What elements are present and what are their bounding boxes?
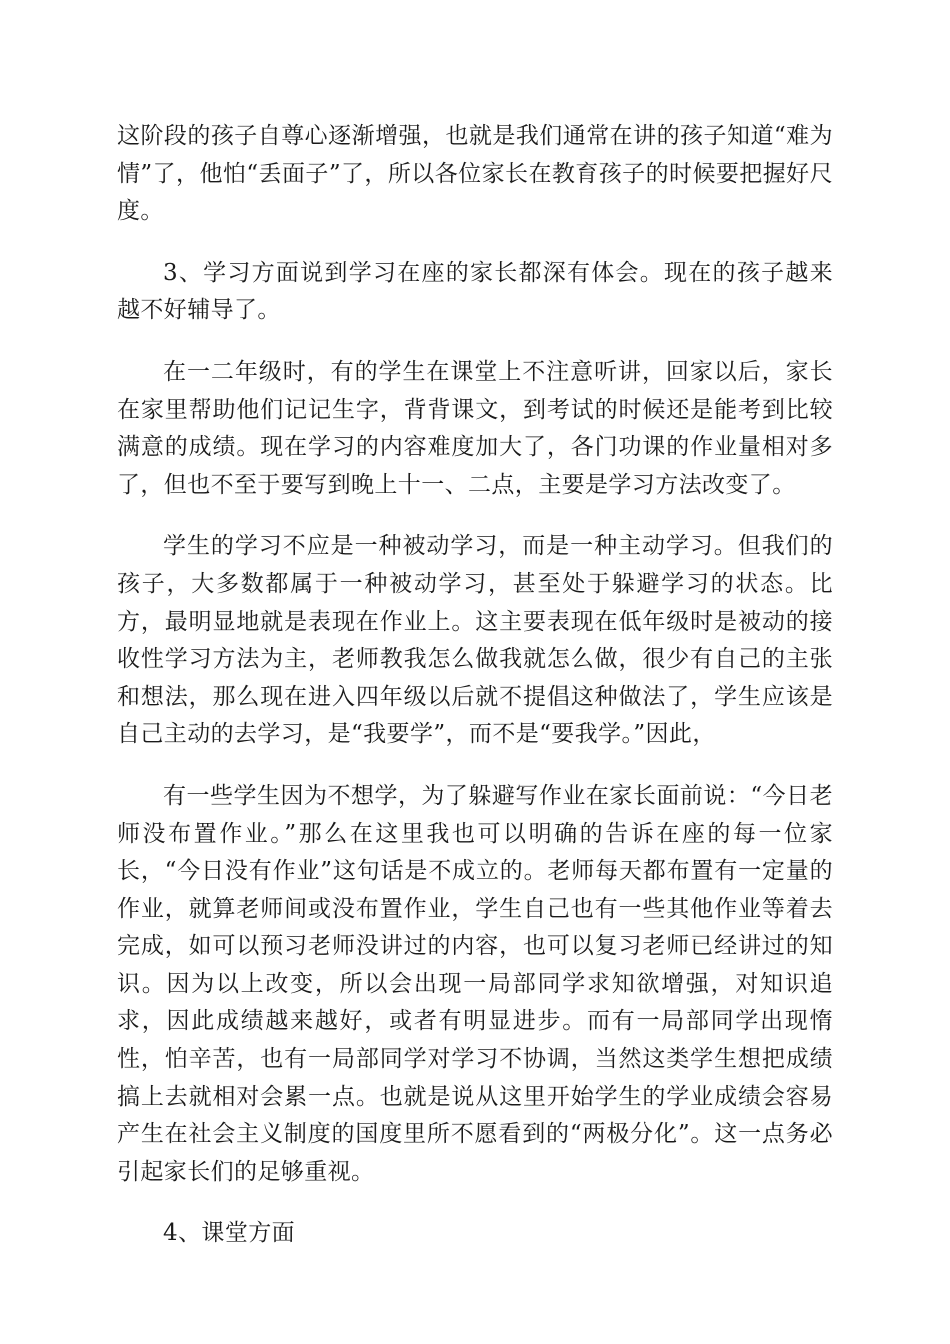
paragraph-section-3-heading: 3、学习方面说到学习在座的家长都深有体会。现在的孩子越来越不好辅导了。: [117, 259, 833, 324]
document-page: [117, 118, 833, 1253]
paragraph-active-learning: 学生的学习不应是一种被动学习，而是一种主动学习。但我们的孩子，大多数都属于一种被动学习，甚至处于躲避学习的状态。比方，最明显地就是表现在作业上。这主要表现在低年级时是被动的接收性学习方法为主，老师教我怎么做我就怎么做，很少有自己的主张和想法，那么现在进入四年级以后就不提倡这种做法了，学生应该是自己主动的去学习，是“我要学”，而不是“要我学。”因此，: [117, 533, 833, 748]
paragraph-section-4-heading: 4、课堂方面: [163, 1220, 296, 1247]
paragraph-grade-one-two: 在一二年级时，有的学生在课堂上不注意听讲，回家以后，家长在家里帮助他们记记生字，背背课文，到考试的时候还是能考到比较满意的成绩。现在学习的内容难度加大了，各门功课的作业量相对多了，但也不至于要写到晚上十一、二点，主要是学习方法改变了。: [117, 358, 833, 498]
paragraph-self-esteem: 这阶段的孩子自尊心逐渐增强，也就是我们通常在讲的孩子知道“难为情”了，他怕“丢面子”了，所以各位家长在教育孩子的时候要把握好尺度。: [117, 123, 833, 225]
paragraph-homework: 有一些学生因为不想学，为了躲避写作业在家长面前说：“今日老师没布置作业。”那么在这里我也可以明确的告诉在座的每一位家长，“今日没有作业”这句话是不成立的。老师每天都布置有一定量的作业，就算老师间或没布置作业，学生自己也有一些其他作业等着去完成，如可以预习老师没讲过的内容，也可以复习老师已经讲过的知识。因为以上改变，所以会出现一局部同学求知欲增强，对知识追求，因此成绩越来越好，或者有明显进步。而有一局部同学出现惰性，怕辛苦，也有一局部同学对学习不协调，当然这类学生想把成绩搞上去就相对会累一点。也就是说从这里开始学生的学业成绩会容易产生在社会主义制度的国度里所不愿看到的“两极分化”。这一点务必引起家长们的足够重视。: [117, 782, 833, 1185]
